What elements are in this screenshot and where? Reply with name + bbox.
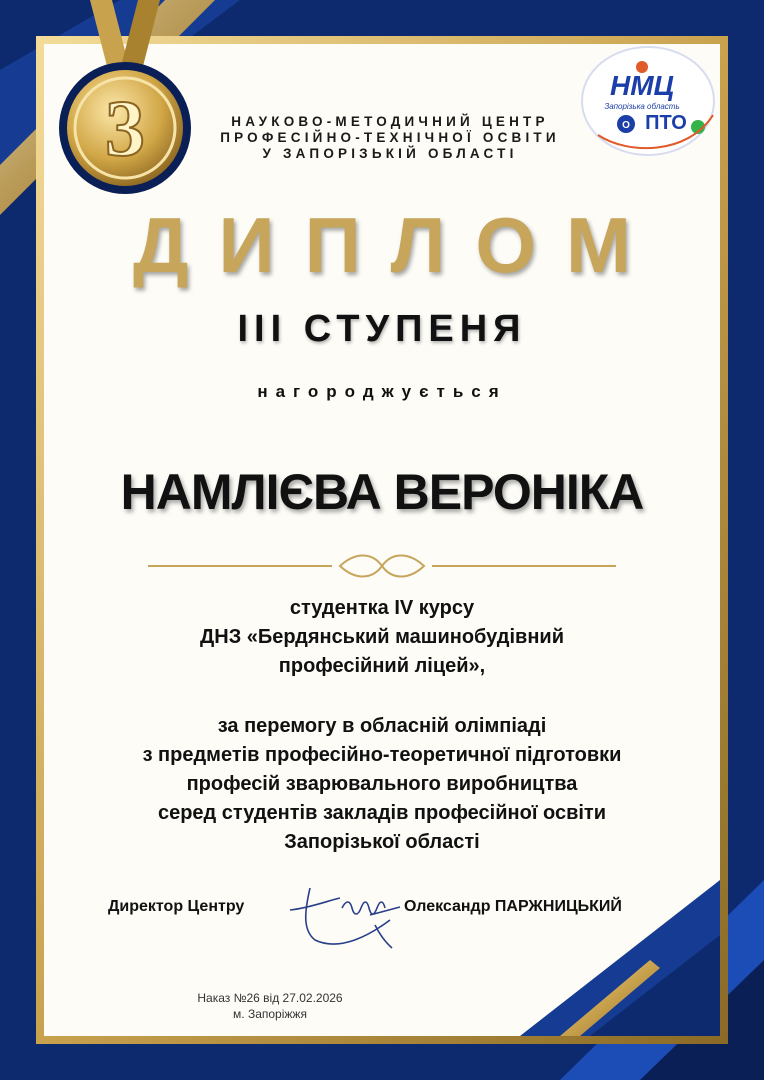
- details-line: ДНЗ «Бердянський машинобудівний: [200, 626, 564, 648]
- degree-text: ІІІ СТУПЕНЯ: [237, 308, 527, 350]
- logo-side-text: Запорізька область: [604, 102, 680, 111]
- recipient-name: НАМЛІЄВА ВЕРОНІКА: [120, 464, 644, 520]
- details-line: студентка IV курсу: [289, 597, 475, 619]
- award-reason: [0, 712, 764, 857]
- order-number: Наказ №26 від 27.02.2026: [197, 991, 343, 1005]
- reason-line: з предметів професійно-теоретичної підготовки: [142, 744, 622, 766]
- signer-name: Олександр ПАРЖНИЦЬКИЙ: [404, 898, 622, 915]
- signature: [280, 880, 430, 960]
- organization-name: [190, 114, 590, 162]
- medal-number: 3: [105, 85, 145, 173]
- recipient-details: [0, 594, 764, 681]
- org-line-2: ПРОФЕСІЙНО-ТЕХНІЧНОЇ ОСВІТИ: [220, 130, 560, 145]
- reason-line: професій зварювального виробництва: [186, 773, 578, 795]
- city: м. Запоріжжя: [233, 1007, 307, 1021]
- org-line-3: У ЗАПОРІЗЬКІЙ ОБЛАСТІ: [262, 146, 518, 161]
- diploma-title: ДИПЛОМ: [132, 201, 662, 289]
- awarded-text: нагороджується: [257, 382, 507, 401]
- reason-line: Запорізької області: [284, 831, 480, 853]
- reason-line: серед студентів закладів професійної освіти: [157, 802, 607, 824]
- logo-bottom-text: ПТО: [645, 112, 687, 134]
- reason-line: за перемогу в обласній олімпіаді: [217, 715, 547, 737]
- logo-letter: О: [622, 120, 630, 131]
- logo-top-text: НМЦ: [610, 70, 674, 101]
- medal-icon: [50, 0, 200, 210]
- org-line-1: НАУКОВО-МЕТОДИЧНИЙ ЦЕНТР: [231, 114, 549, 129]
- order-info: [150, 990, 390, 1022]
- signer-role: Директор Центру: [108, 898, 245, 915]
- details-line: професійний ліцей»,: [278, 655, 486, 677]
- nmc-logo: [578, 45, 728, 165]
